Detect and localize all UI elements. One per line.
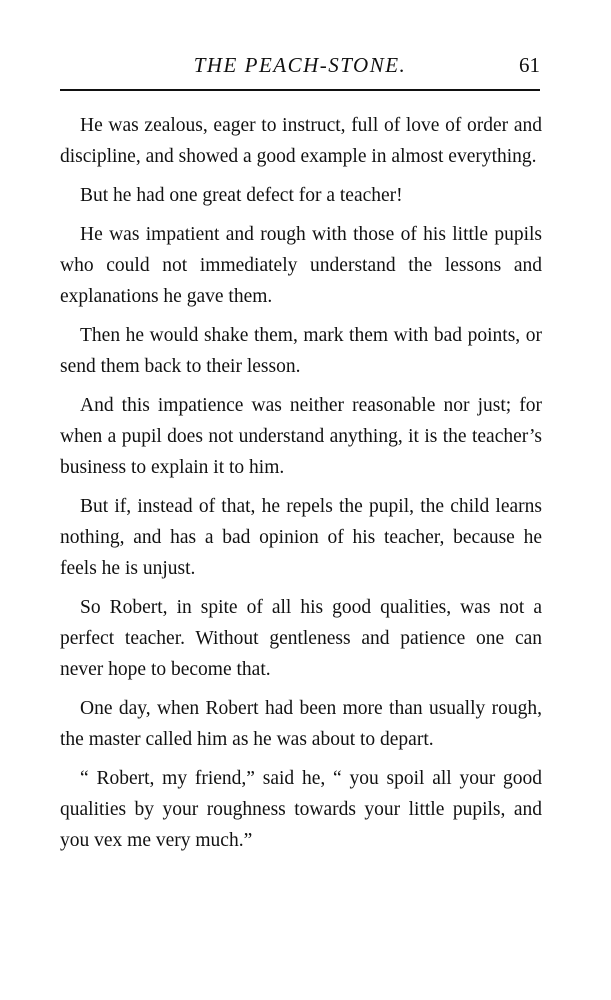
paragraph: Then he would shake them, mark them with bad points, or send them back to their lesson.	[60, 325, 542, 377]
paragraph: And this impatience was neither reasonable nor just; for when a pupil does not understand anything, it is the teacher’s business to explain it to him.	[60, 395, 542, 478]
body-text	[60, 110, 542, 864]
paragraph: He was impatient and rough with those of his little pupils who could not immediately understand the lessons and explanations he gave them.	[60, 224, 542, 307]
paragraph: One day, when Robert had been more than usually rough, the master called him as he was about to depart.	[60, 698, 542, 750]
paragraph: So Robert, in spite of all his good qualities, was not a perfect teacher. Without gentleness and patience one can never hope to become that.	[60, 597, 542, 680]
running-title: THE PEACH-STONE.	[193, 53, 407, 77]
running-head	[60, 52, 540, 82]
paragraph: But he had one great defect for a teacher!	[80, 185, 403, 206]
paragraph: But if, instead of that, he repels the pupil, the child learns nothing, and has a bad opinion of his teacher, because he feels he is unjust.	[60, 496, 542, 579]
page-number: 61	[519, 53, 540, 77]
header-rule	[60, 89, 540, 91]
paragraph: “ Robert, my friend,” said he, “ you spoil all your good qualities by your roughness towards your little pupils, and you vex me very much.”	[60, 768, 542, 851]
paragraph: He was zealous, eager to instruct, full of love of order and discipline, and showed a good example in almost everything.	[60, 115, 542, 167]
